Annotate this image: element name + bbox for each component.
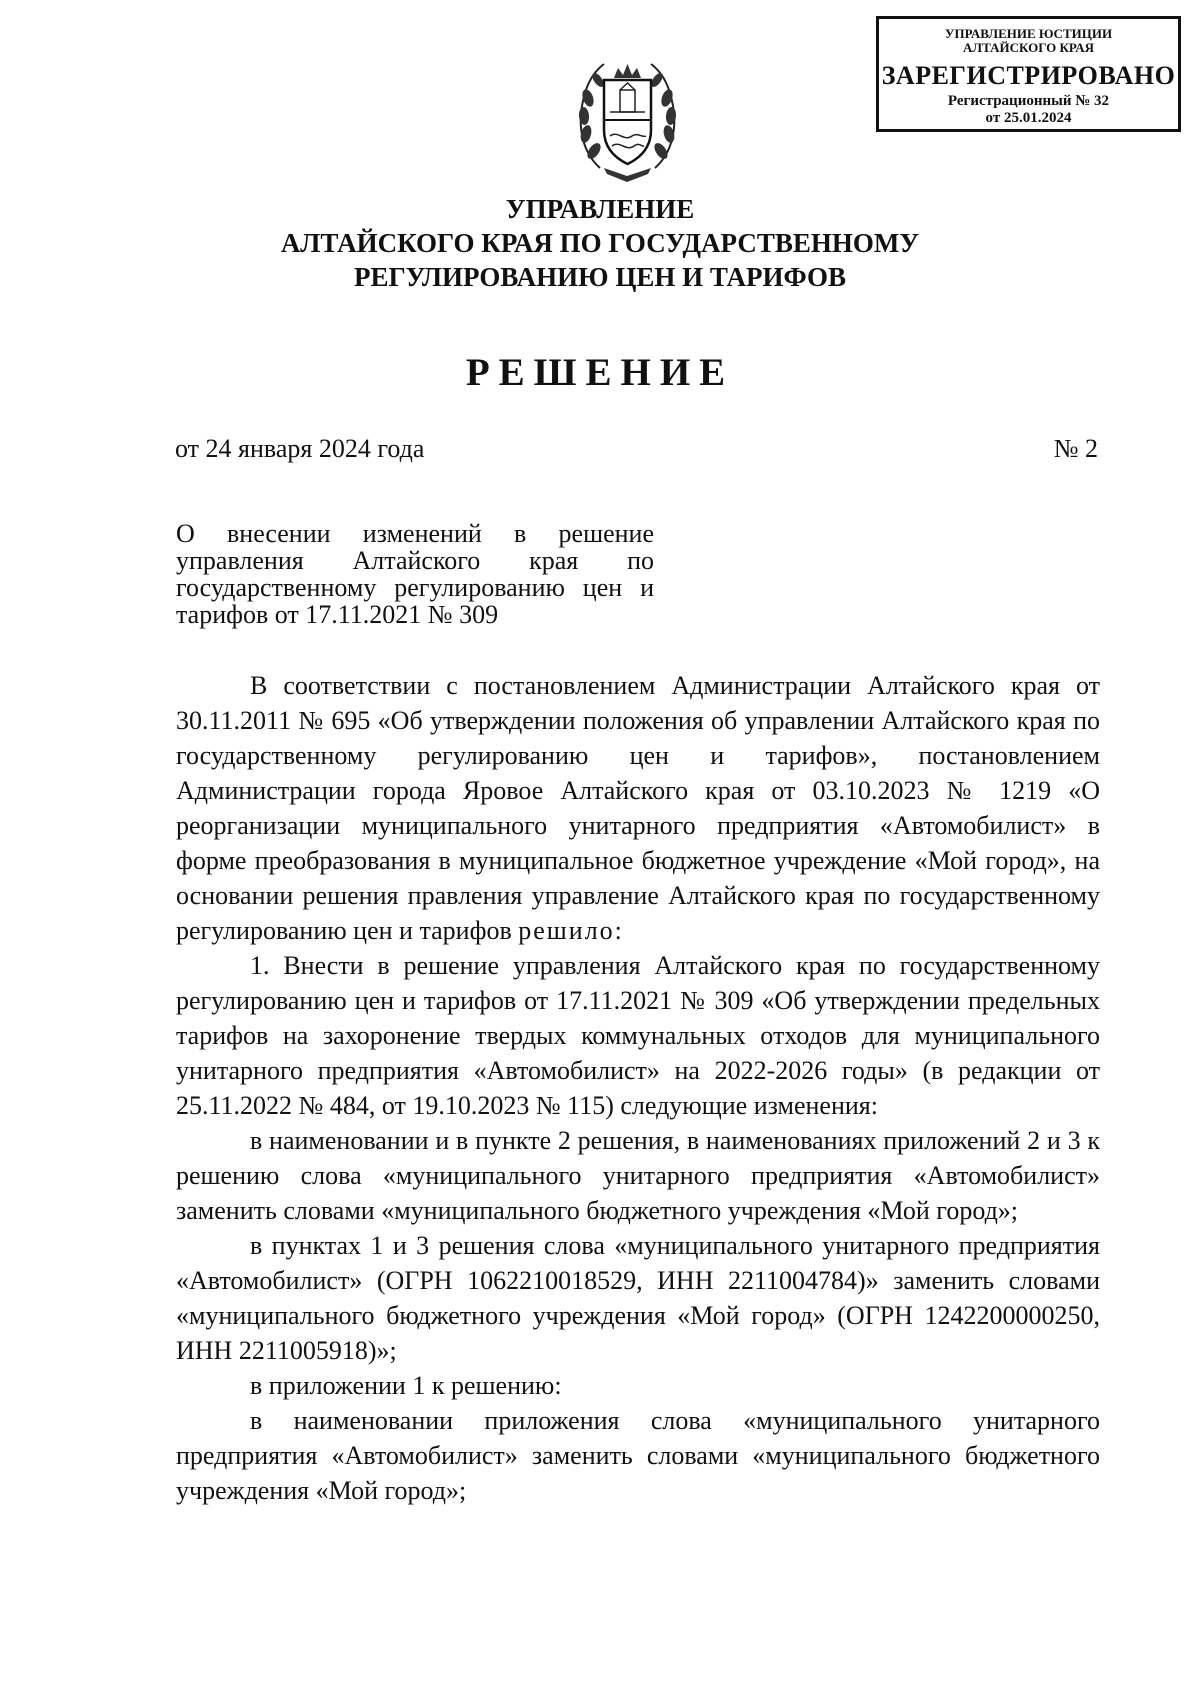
document-subject: О внесении изменений в решение управления Алтайского края по государственному регулированию цен и тарифов от 17.11.2021 № 309 [176,519,654,629]
coat-of-arms-icon [570,50,685,185]
document-date: от 24 января 2024 года [175,434,425,463]
paragraph-preamble: В соответствии с постановлением Администрации Алтайского края от 30.11.2011 № 695 «Об утверждении положения об управлении Алтайского края по государственному регулированию цен и тарифов», постановлением Администрации города Яровое Алтайского края от 03.10.2023 № 1219 «О реорганизации муниципального унитарного предприятия «Автомобилист» в форме преобразования в муниципальное бюджетное учреждение «Мой город», на основании решения правления управление Алтайского края по государственному регулированию цен и тарифов [176,671,1100,945]
document-title: РЕШЕНИЕ [465,351,735,394]
stamp-authority-line-1: УПРАВЛЕНИЕ ЮСТИЦИИ [944,26,1113,41]
body-paragraph: в наименовании приложения слова «муниципального унитарного предприятия «Автомобилист» заменить словами «муниципального бюджетного учреждения «Мой город»; [176,1406,1100,1505]
organization-line-2: АЛТАЙСКОГО КРАЯ ПО ГОСУДАРСТВЕННОМУ [280,228,920,258]
document-body [176,668,1100,1508]
body-paragraph [176,668,1100,948]
organization-line-1: УПРАВЛЕНИЕ [505,194,695,224]
body-paragraph: в наименовании и в пункте 2 решения, в наименованиях приложений 2 и 3 к решению слова «муниципального унитарного предприятия «Автомобилист» заменить словами «муниципального бюджетного учреждения «Мой город»; [176,1126,1100,1225]
stamp-reg-date: от 25.01.2024 [985,110,1072,126]
stamp-authority-line-2: АЛТАЙСКОГО КРАЯ [963,40,1094,55]
document-number: № 2 [1053,434,1098,463]
stamp-status: ЗАРЕГИСТРИРОВАНО [881,61,1176,90]
issuing-organization [0,192,1200,294]
decision-keyword: решило [518,916,615,945]
body-paragraph: в приложении 1 к решению: [250,1371,562,1400]
stamp-reg-number: Регистрационный № 32 [947,93,1110,109]
registration-stamp [876,16,1181,132]
paragraph-colon: : [614,916,622,945]
body-paragraph: в пунктах 1 и 3 решения слова «муниципального унитарного предприятия «Автомобилист» (ОГРН 1062210018529, ИНН 2211004784)» заменить словами «муниципального бюджетного учреждения «Мой город» (ОГРН 1242200000250, ИНН 2211005918)»; [176,1231,1100,1365]
organization-line-3: РЕГУЛИРОВАНИЮ ЦЕН И ТАРИФОВ [353,262,847,292]
body-paragraph: 1. Внести в решение управления Алтайского края по государственному регулированию цен и тарифов от 17.11.2021 № 309 «Об утверждении предельных тарифов на захоронение твердых коммунальных отходов для муниципального унитарного предприятия «Автомобилист» на 2022-2026 годы» (в редакции от 25.11.2022 № 484, от 19.10.2023 № 115) следующие изменения: [176,951,1100,1120]
